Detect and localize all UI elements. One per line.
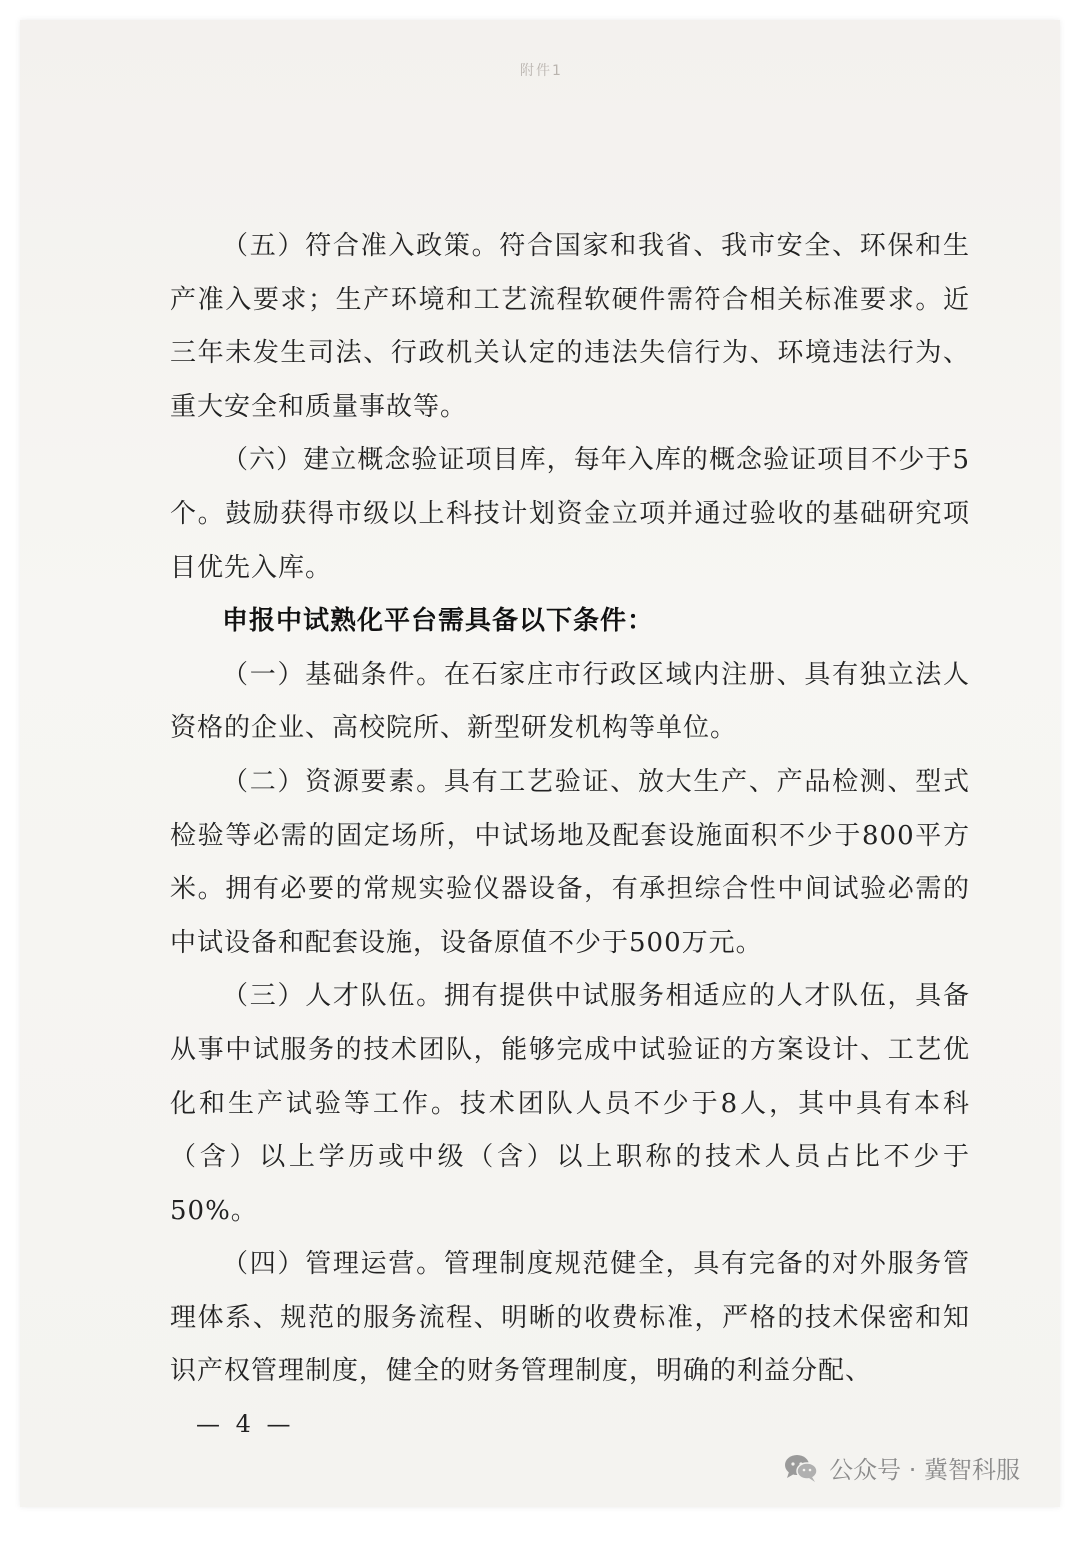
document-page	[20, 20, 1060, 1507]
watermark-text: 公众号 · 冀智科服	[829, 1456, 1020, 1484]
paragraph: （四）管理运营。管理制度规范健全，具有完备的对外服务管理体系、规范的服务流程、明晰的收费标准，严格的技术保密和知识产权管理制度，健全的财务管理制度，明确的利益分配、	[170, 1249, 970, 1387]
document-body	[170, 220, 970, 1399]
wechat-icon	[783, 1453, 819, 1483]
header-mark: 附件1	[520, 63, 563, 79]
page-number: — 4 —	[196, 1410, 295, 1438]
wechat-watermark	[783, 1450, 1020, 1485]
paragraph: （五）符合准入政策。符合国家和我省、我市安全、环保和生产准入要求；生产环境和工艺流程软硬件需符合相关标准要求。近三年未发生司法、行政机关认定的违法失信行为、环境违法行为、重大安全和质量事故等。	[170, 231, 970, 422]
paragraph: （二）资源要素。具有工艺验证、放大生产、产品检测、型式检验等必需的固定场所，中试场地及配套设施面积不少于800平方米。拥有必要的常规实验仪器设备，有承担综合性中间试验必需的中试设备和配套设施，设备原值不少于500万元。	[170, 766, 970, 958]
paragraph: （六）建立概念验证项目库，每年入库的概念验证项目不少于5个。鼓励获得市级以上科技计划资金立项并通过验收的基础研究项目优先入库。	[170, 445, 970, 583]
section-heading: 申报中试熟化平台需具备以下条件：	[222, 606, 655, 637]
paragraph: （三）人才队伍。拥有提供中试服务相适应的人才队伍，具备从事中试服务的技术团队，能够完成中试验证的方案设计、工艺优化和生产试验等工作。技术团队人员不少于8人，其中具有本科（含）以上学历或中级（含）以上职称的技术人员占比不少于50%。	[170, 981, 970, 1226]
paragraph: （一）基础条件。在石家庄市行政区域内注册、具有独立法人资格的企业、高校院所、新型研发机构等单位。	[170, 659, 970, 744]
